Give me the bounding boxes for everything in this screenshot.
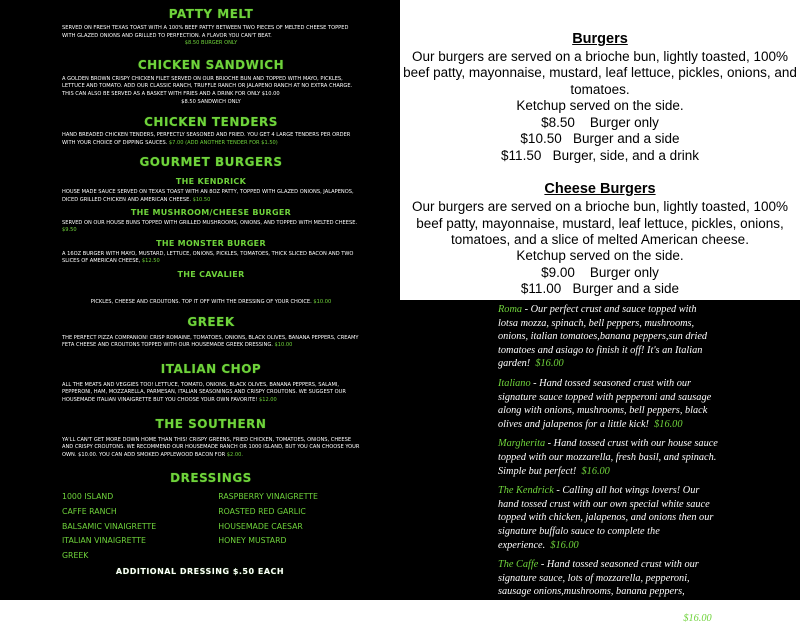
italian-chop-title: ITALIAN CHOP (160, 361, 262, 376)
mushroom-title: THE MUSHROOM/CHEESE BURGER (130, 207, 292, 217)
menu-panel-burgers (400, 0, 800, 300)
kendrick-title: THE KENDRICK (175, 177, 247, 187)
pizza-name: The Caffe (498, 559, 539, 571)
pizza-price: $16.00 (550, 539, 579, 551)
menu-panel-salads (0, 300, 400, 600)
pizza-name: Margherita (498, 438, 546, 450)
burgers-note: Ketchup served on the side. (516, 98, 684, 114)
pizza-price: $16.00 (535, 358, 564, 370)
burgers-price-row: $10.50 Burger and a side (520, 131, 680, 147)
pizza-price: $16.00 (581, 465, 610, 477)
dressings-col-left (62, 490, 156, 563)
pizza-desc: - Hand tossed seasoned crust with our signature sauce topped with pepperoni and sausage along with onions, mushrooms, bell peppers, black olives and jalapenos for a little kick! (498, 377, 712, 430)
burgers-price-row: $8.50 Burger only (541, 114, 659, 130)
burgers-desc: Our burgers are served on a brioche bun, lightly toasted, 100% beef patty, mayonnaise, mustard, leaf lettuce, pickles, onions, and tomatoes. (403, 49, 797, 97)
dressing-item: HOUSEMADE CAESAR (218, 521, 303, 531)
greek-title: GREEK (187, 314, 235, 329)
chicken-sandwich-desc: A GOLDEN BROWN CRISPY CHICKEN FILET SERVED ON OUR BRIOCHE BUN AND TOPPED WITH MAYO, PICKLES, LETTUCE AND TOMATO. ADD OUR CLASSIC RANCH, TRUFFLE RANCH OR JALAPENO RANCH AT NO EXTRA CHARGE. THIS CAN ALSO BE SERVED AS A BASKET WITH FRIES AND A DRINK FOR ONLY $10.00 (62, 75, 353, 97)
kendrick-desc: HOUSE MADE SAUCE SERVED ON TEXAS TOAST WITH AN 8OZ PATTY, TOPPED WITH GLAZED ONIONS, JALAPENOS, DICED GRILLED CHICKEN AND AMERICAN CHEESE. $10.50 (62, 189, 354, 203)
chicken-tenders-desc: HAND BREADED CHICKEN TENDERS, PERFECTLY SEASONED AND FRIED. YOU GET 4 LARGE TENDERS PER ORDER WITH YOUR CHOICE OF DIPPING SAUCES. $7.00 (ADD ANOTHER TENDER FOR $1.50) (62, 132, 351, 146)
dressing-item: 1000 ISLAND (62, 492, 114, 502)
dressings-list (0, 490, 400, 563)
southern-desc: YA'LL CAN'T GET MORE DOWN HOME THAN THIS! CRISPY GREENS, FRIED CHICKEN, TOMATOES, ONIONS, CHEESE AND CRISPY CROUTONS. WE RECOMMEND OUR HOUSEMADE RANCH OR 1000 ISLAND, BUT YOU CAN CHOOSE YOUR OWN. $10.00. YOU CAN ADD SMOKED APPLEWOOD BACON FOR $2.00. (62, 436, 360, 458)
pizza-item (498, 377, 718, 431)
dressing-item: ITALIAN VINAIGRETTE (62, 536, 146, 546)
greek-desc: THE PERFECT PIZZA COMPANION! CRISP ROMAINE, TOMATOES, ONIONS, BLACK OLIVES, BANANA PEPPERS, CREAMY FETA CHEESE AND CROUTONS TOPPED WITH OUR HOUSEMADE GREEK DRESSING. $10.00 (62, 334, 359, 349)
pizza-item (498, 437, 718, 478)
dressings-col-right (218, 490, 388, 563)
additional-dressing-note: ADDITIONAL DRESSING $.50 EACH (115, 567, 285, 577)
dressings-title: DRESSINGS (170, 471, 252, 486)
pizza-price: $16.00 (654, 418, 683, 430)
patty-melt-desc: SERVED ON FRESH TEXAS TOAST WITH A 100% BEEF PATTY BETWEEN TWO PIECES OF MELTED CHEESE TOPPED WITH GLAZED ONIONS AND GRILLED TO PERFECTION. A FLAVOR YOU CAN'T BEAT. (62, 25, 349, 39)
menu-panel-sandwiches (0, 0, 400, 300)
dressing-item: GREEK (62, 550, 89, 560)
cheese-burgers-note: Ketchup served on the side. (516, 248, 684, 264)
italian-chop-desc: ALL THE MEATS AND VEGGIES TOO! LETTUCE, TOMATO, ONIONS, BLACK OLIVES, BANANA PEPPERS, SALAMI, PEPPERONI, HAM, MOZZARELLA, PARMESAN, ITALIAN SEASONINGS AND CRISPY CROUTONS. WE SUGGEST OUR HOUSEMADE ITALIAN VINAIGRETTE BUT YOU CHOOSE YOUR OWN FAVORITE! $12.00 (62, 381, 346, 403)
patty-melt-title: PATTY MELT (168, 7, 254, 21)
patty-melt-price: $8.50 BURGER ONLY (184, 40, 238, 47)
dressing-item: ROASTED RED GARLIC (218, 506, 306, 516)
burgers-section (400, 0, 800, 164)
gourmet-burgers-title: GOURMET BURGERS (139, 155, 283, 170)
cavalier-title: THE CAVALIER (177, 269, 245, 279)
mushroom-desc: SERVED ON OUR HOUSE BUNS TOPPED WITH GRILLED MUSHROOMS, ONIONS, AND TOPPED WITH MELTED CHEESE. $9.50 (62, 219, 358, 234)
dressing-item: CAFFE RANCH (62, 506, 117, 516)
cheese-burgers-price-row: $9.00 Burger only (541, 264, 659, 280)
cheese-burgers-title: Cheese Burgers (544, 181, 656, 198)
pizza-item (498, 484, 718, 552)
dressing-item: BALSAMIC VINAIGRETTE (62, 521, 157, 531)
pizza-item (498, 558, 718, 626)
pizza-name: The Kendrick (498, 485, 554, 497)
pizza-desc: - Hand tossed seasoned crust with our signature sauce, lots of mozzarella, pepperoni, sausage onions,mushrooms, banana peppers, spinach and sun dried tomatoes. We finish it off with a perfect blend of italian herbs. Mama mia! (498, 559, 714, 625)
monster-desc: A 16OZ BURGER WITH MAYO, MUSTARD, LETTUCE, ONIONS, PICKLES, TOMATOES, THICK SLICED BACON AND TWO SLICES OF AMERICAN CHEESE, $12.50 (62, 250, 354, 265)
monster-title: THE MONSTER BURGER (156, 238, 266, 248)
southern-title: THE SOUTHERN (155, 416, 267, 431)
pizza-desc: - Hand tossed crust with our house sauce topped with our mozzarella, fresh basil, and spinach. Simple but perfect! (498, 438, 718, 477)
cheese-burgers-desc: Our burgers are served on a brioche bun, lightly toasted, 100% beef patty, mayonnaise, mustard, leaf lettuce, pickles, onions, tomatoes, and a slice of melted American cheese. (412, 199, 788, 247)
pizza-name: Italiano (498, 377, 531, 389)
chicken-sandwich-price: $8.50 SANDWICH ONLY (181, 98, 241, 105)
pizza-desc: - Calling all hot wings lovers! Our hand tossed crust with our own special white sauce topped with chicken, jalapenos, and onions then our signature buffalo sauce to complete the experience. (498, 485, 714, 551)
chicken-tenders-title: CHICKEN TENDERS (144, 115, 278, 130)
cheese-burgers-section (400, 164, 800, 298)
pizza-name: Roma (498, 304, 523, 315)
pizza-price: $16.00 (683, 613, 712, 625)
menu-panel-pizzas (400, 300, 800, 625)
salad-top-line: PICKLES, CHEESE AND CROUTONS. TOP IT OFF WITH THE DRESSING OF YOUR CHOICE. $10.00 (90, 299, 332, 305)
cheese-burgers-price-row: $11.00 Burger and a side (520, 281, 680, 297)
pizza-desc: - Our perfect crust and sauce topped with lotsa mozza, spinach, bell peppers, mushrooms, onions, italian tomatoes,banana peppers,sun dried tomatoes and asiago to finish it off! It's an Italian garden! (498, 304, 708, 370)
chicken-sandwich-title: CHICKEN SANDWICH (137, 57, 285, 72)
dressing-item: HONEY MUSTARD (218, 536, 287, 546)
burgers-price-row: $11.50 Burger, side, and a drink (501, 147, 699, 163)
pizza-item (498, 303, 718, 371)
dressing-item: RASPBERRY VINAIGRETTE (218, 492, 318, 502)
burgers-title: Burgers (572, 31, 628, 47)
